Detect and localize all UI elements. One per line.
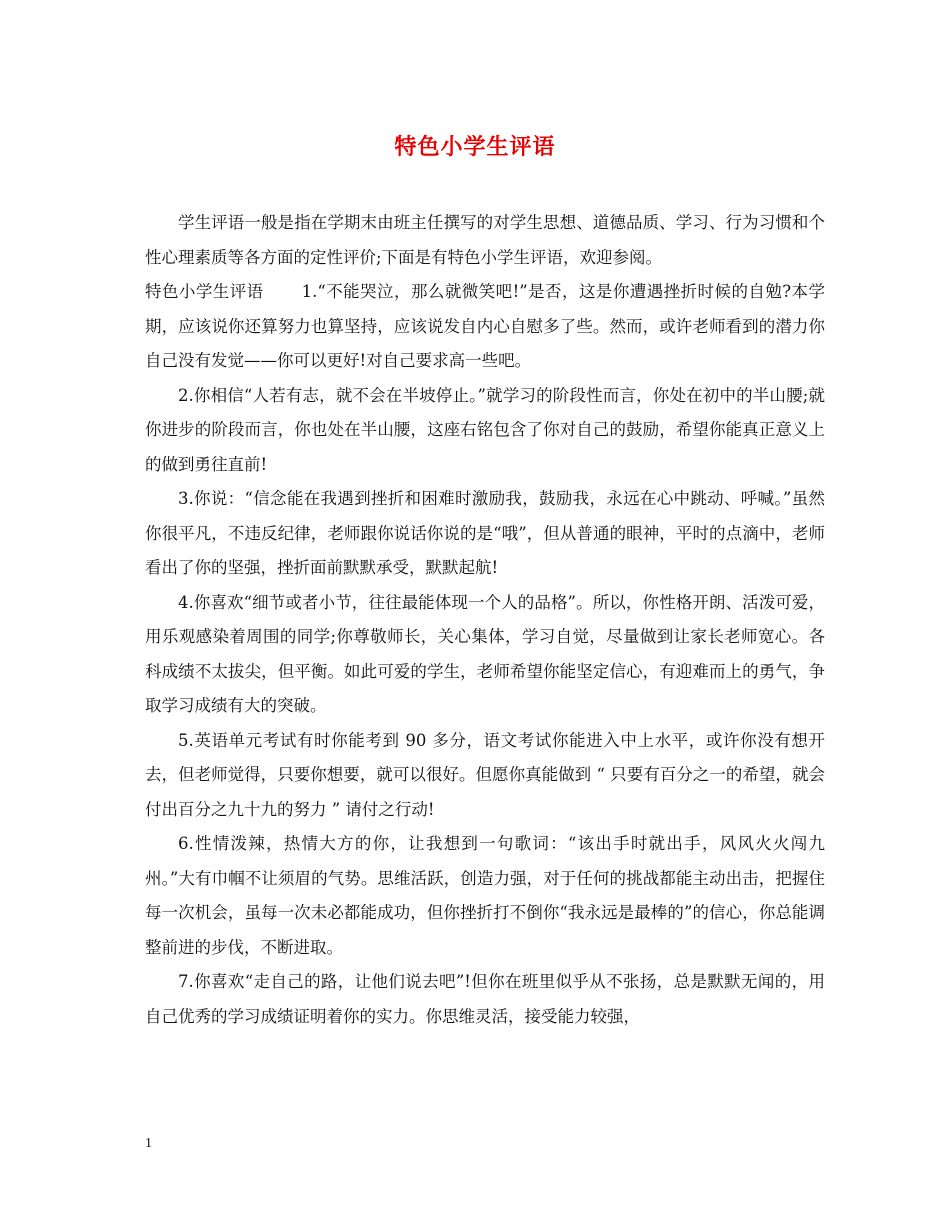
comment-item-6: 6.性情泼辣，热情大方的你，让我想到一句歌词：“该出手时就出手，风风火火闯九州。”大有巾帼不让须眉的气势。思维活跃，创造力强，对于任何的挑战都能主动出击，把握住每一次机会，虽每一次未必都能成功，但你挫折打不倒你“我永远是最棒的”的信心，你总能调整前进的步伐，不断进取。 (145, 834, 825, 957)
comment-item-5: 5.英语单元考试有时你能考到 90 多分，语文考试你能进入中上水平，或许你没有想开去，但老师觉得，只要你想要，就可以很好。但愿你真能做到 “ 只要有百分之一的希望，就会付出百分之九十九的努力 ” 请付之行动! (145, 730, 825, 819)
comment-item-1: 1.“不能哭泣，那么就微笑吧!”是否，这是你遭遇挫折时候的自勉?本学期，应该说你还算努力也算坚持，应该说发自内心自慰多了些。然而，或许老师看到的潜力你自己没有发觉——你可以更好!对自己要求高一些吧。 (145, 282, 826, 370)
document-body (145, 206, 825, 1034)
comment-item-2: 2.你相信“人若有志，就不会在半坡停止。”就学习的阶段性而言，你处在初中的半山腰;就你进步的阶段而言，你也处在半山腰，这座右铭包含了你对自己的鼓励，希望你能真正意义上的做到勇往直前! (145, 385, 825, 474)
comment-item-4: 4.你喜欢“细节或者小节，往往最能体现一个人的品格”。所以，你性格开朗、活泼可爱，用乐观感染着周围的同学;你尊敬师长，关心集体，学习自觉，尽量做到让家长老师宽心。各科成绩不太拔尖，但平衡。如此可爱的学生，老师希望你能坚定信心，有迎难而上的勇气，争取学习成绩有大的突破。 (145, 592, 825, 715)
first-item-paragraph (145, 275, 825, 379)
comment-item-3: 3.你说：“信念能在我遇到挫折和困难时激励我，鼓励我，永远在心中跳动、呼喊。”虽然你很平凡，不违反纪律，老师跟你说话你说的是“哦”，但从普通的眼神，平时的点滴中，老师看出了你的坚强，挫折面前默默承受，默默起航! (145, 489, 825, 577)
page-number: 1 (145, 1136, 152, 1151)
intro-paragraph: 学生评语一般是指在学期末由班主任撰写的对学生思想、道德品质、学习、行为习惯和个性心理素质等各方面的定性评价;下面是有特色小学生评语，欢迎参阅。 (145, 213, 825, 267)
comment-item-7: 7.你喜欢“走自己的路，让他们说去吧”!但你在班里似乎从不张扬，总是默默无闻的，用自己优秀的学习成绩证明着你的实力。你思维灵活，接受能力较强， (145, 972, 825, 1026)
section-heading: 特色小学生评语 (145, 282, 264, 301)
document-title: 特色小学生评语 (394, 134, 556, 160)
